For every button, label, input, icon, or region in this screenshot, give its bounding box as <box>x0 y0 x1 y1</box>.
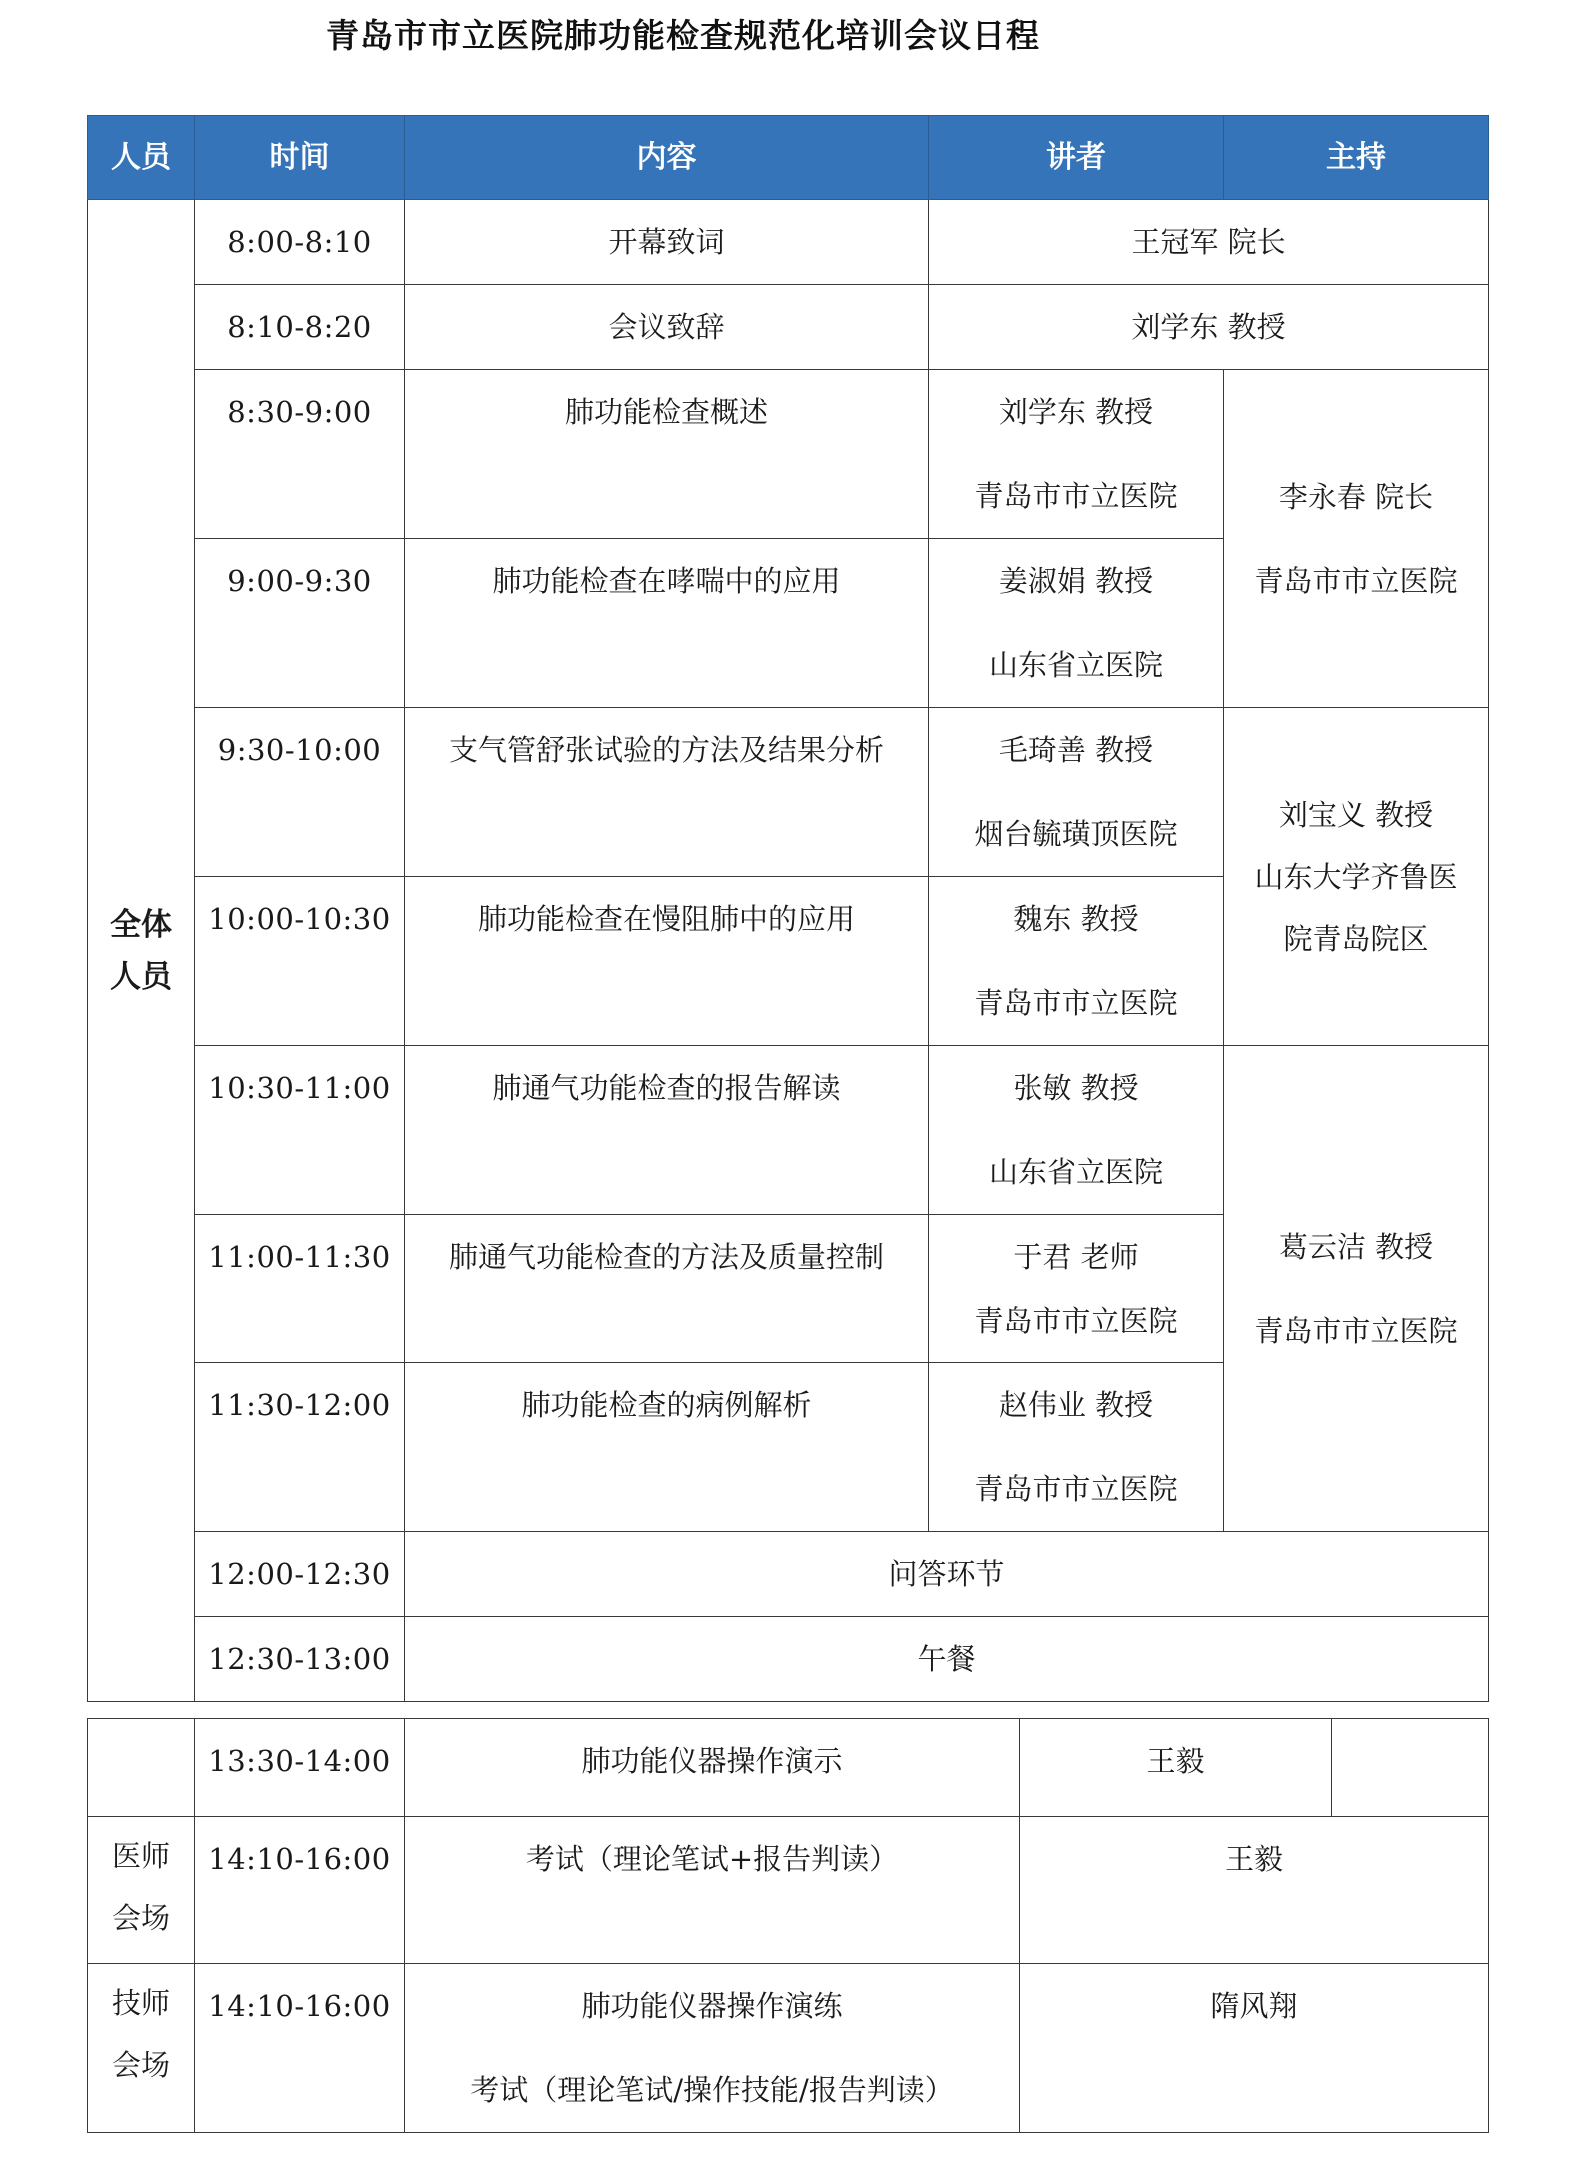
content-cell: 支气管舒张试验的方法及结果分析 <box>405 708 929 877</box>
morning-schedule-table <box>87 115 1489 1702</box>
time-cell: 11:30-12:00 <box>195 1363 405 1532</box>
time-cell: 10:30-11:00 <box>195 1046 405 1215</box>
time-cell: 8:00-8:10 <box>195 200 405 285</box>
speaker-cell: 刘学东 教授 青岛市市立医院 <box>929 370 1224 539</box>
table-row <box>88 1046 1489 1215</box>
time-cell: 14:10-16:00 <box>195 1964 405 2133</box>
content-cell: 肺功能检查在慢阻肺中的应用 <box>405 877 929 1046</box>
content-cell: 会议致辞 <box>405 285 929 370</box>
time-cell: 9:00-9:30 <box>195 539 405 708</box>
header-speaker: 讲者 <box>929 116 1224 200</box>
content-cell: 开幕致词 <box>405 200 929 285</box>
content-cell: 肺功能仪器操作演示 <box>405 1719 1020 1817</box>
page-title: 青岛市市立医院肺功能检查规范化培训会议日程 <box>326 16 1040 55</box>
header-time: 时间 <box>195 116 405 200</box>
content-cell: 问答环节 <box>405 1532 1489 1617</box>
table-row <box>88 370 1489 539</box>
header-personnel: 人员 <box>88 116 195 200</box>
afternoon-schedule-table <box>87 1718 1489 2133</box>
content-cell: 肺通气功能检查的报告解读 <box>405 1046 929 1215</box>
content-cell: 考试（理论笔试+报告判读） <box>405 1817 1020 1964</box>
group-all-personnel: 全体 人员 <box>88 200 195 1702</box>
host-cell: 李永春 院长 青岛市市立医院 <box>1224 370 1489 708</box>
speaker-cell: 姜淑娟 教授 山东省立医院 <box>929 539 1224 708</box>
empty-cell <box>1332 1719 1489 1817</box>
speaker-cell: 王毅 <box>1020 1719 1332 1817</box>
speaker-cell: 魏东 教授 青岛市市立医院 <box>929 877 1224 1046</box>
time-cell: 8:30-9:00 <box>195 370 405 539</box>
header-host: 主持 <box>1224 116 1489 200</box>
table-row <box>88 1817 1489 1964</box>
time-cell: 8:10-8:20 <box>195 285 405 370</box>
speaker-cell: 王毅 <box>1020 1817 1489 1964</box>
time-cell: 13:30-14:00 <box>195 1719 405 1817</box>
time-cell: 9:30-10:00 <box>195 708 405 877</box>
speaker-cell: 毛琦善 教授 烟台毓璜顶医院 <box>929 708 1224 877</box>
host-cell: 刘宝义 教授 山东大学齐鲁医 院青岛院区 <box>1224 708 1489 1046</box>
table-row <box>88 285 1489 370</box>
time-cell: 12:00-12:30 <box>195 1532 405 1617</box>
time-cell: 12:30-13:00 <box>195 1617 405 1702</box>
header-content: 内容 <box>405 116 929 200</box>
content-cell: 肺通气功能检查的方法及质量控制 <box>405 1215 929 1363</box>
table-row <box>88 200 1489 285</box>
table-row <box>88 1964 1489 2133</box>
speaker-cell: 刘学东 教授 <box>929 285 1489 370</box>
speaker-cell: 张敏 教授 山东省立医院 <box>929 1046 1224 1215</box>
content-cell: 肺功能检查在哮喘中的应用 <box>405 539 929 708</box>
table-row <box>88 1532 1489 1617</box>
speaker-cell: 隋风翔 <box>1020 1964 1489 2133</box>
host-cell: 葛云洁 教授 青岛市市立医院 <box>1224 1046 1489 1532</box>
time-cell: 10:00-10:30 <box>195 877 405 1046</box>
content-cell: 肺功能仪器操作演练 考试（理论笔试/操作技能/报告判读） <box>405 1964 1020 2133</box>
table-row <box>88 708 1489 877</box>
speaker-cell: 赵伟业 教授 青岛市市立医院 <box>929 1363 1224 1532</box>
group-cell <box>88 1719 195 1817</box>
content-cell: 午餐 <box>405 1617 1489 1702</box>
table-row <box>88 1719 1489 1817</box>
group-technician-venue: 技师 会场 <box>88 1964 195 2133</box>
time-cell: 11:00-11:30 <box>195 1215 405 1363</box>
table-row <box>88 1617 1489 1702</box>
group-physician-venue: 医师 会场 <box>88 1817 195 1964</box>
speaker-cell: 王冠军 院长 <box>929 200 1489 285</box>
time-cell: 14:10-16:00 <box>195 1817 405 1964</box>
content-cell: 肺功能检查的病例解析 <box>405 1363 929 1532</box>
content-cell: 肺功能检查概述 <box>405 370 929 539</box>
speaker-cell: 于君 老师 青岛市市立医院 <box>929 1215 1224 1363</box>
